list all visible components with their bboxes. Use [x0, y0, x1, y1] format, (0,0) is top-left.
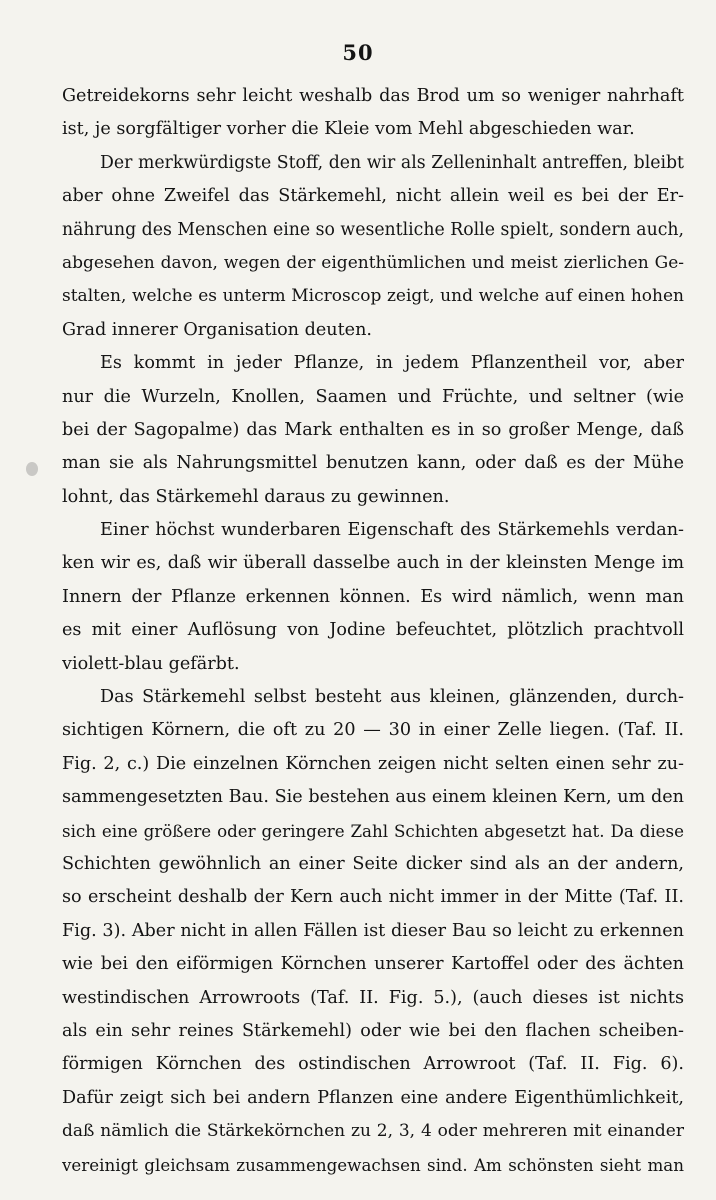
text-line: Getreidekorns sehr leicht weshalb das Brod um so weniger nahrhaft [62, 86, 684, 106]
text-line: sichtigen Körnern, die oft zu 20 — 30 in einer Zelle liegen. (Taf. II. [62, 720, 684, 741]
body-text [62, 80, 684, 1182]
text-line: Grad innerer Organisation deuten. [62, 319, 373, 340]
text-line: daß nämlich die Stärkekörnchen zu 2, 3, 4 oder mehreren mit einander [62, 1121, 684, 1142]
text-line: stalten, welche es unterm Microscop zeigt, und welche auf einen hohen [62, 286, 684, 307]
text-line: nährung des Menschen eine so wesentliche Rolle spielt, sondern auch, [62, 219, 684, 240]
paper-speck [26, 462, 38, 476]
text-line: Das Stärkemehl selbst besteht aus kleinen, glänzenden, durch- [100, 687, 684, 708]
text-line: Einer höchst wunderbaren Eigenschaft des Stärkemehls verdan- [100, 520, 684, 541]
text-line: ken wir es, daß wir überall dasselbe auch in der kleinsten Menge im [62, 553, 684, 574]
text-line: westindischen Arrowroots (Taf. II. Fig. 5.), (auch dieses ist nichts [62, 987, 684, 1008]
text-line: Schichten gewöhnlich an einer Seite dicker sind als an der andern, [62, 853, 684, 874]
text-line: aber ohne Zweifel das Stärkemehl, nicht allein weil es bei der Er- [62, 186, 684, 207]
text-line: so erscheint deshalb der Kern auch nicht immer in der Mitte (Taf. II. [62, 887, 684, 908]
text-line: Dafür zeigt sich bei andern Pflanzen eine andere Eigenthümlichkeit, [62, 1087, 684, 1108]
page-number: 50 [342, 40, 374, 65]
text-line: es mit einer Auflösung von Jodine befeuchtet, plötzlich prachtvoll [62, 620, 684, 641]
text-line: Es kommt in jeder Pflanze, in jedem Pflanzentheil vor, aber [100, 353, 684, 374]
text-line: wie bei den eiförmigen Körnchen unserer Kartoffel oder des ächten [62, 954, 684, 975]
text-line: bei der Sagopalme) das Mark enthalten es in so großer Menge, daß [62, 419, 684, 440]
text-line: Fig. 2, c.) Die einzelnen Körnchen zeigen nicht selten einen sehr zu- [62, 753, 684, 774]
text-line: violett-blau gefärbt. [62, 653, 240, 674]
text-line: lohnt, das Stärkemehl daraus zu gewinnen. [62, 486, 450, 507]
text-line: ist, je sorgfältiger vorher die Kleie vom Mehl abgeschieden war. [62, 119, 635, 140]
text-line: vereinigt gleichsam zusammengewachsen sind. Am schönsten sieht man [62, 1154, 684, 1175]
text-line: man sie als Nahrungsmittel benutzen kann, oder daß es der Mühe [62, 453, 684, 474]
text-line: Fig. 3). Aber nicht in allen Fällen ist dieser Bau so leicht zu erkennen [62, 920, 684, 941]
text-line: abgesehen davon, wegen der eigenthümlichen und meist zierlichen Ge- [62, 252, 684, 273]
text-line: Innern der Pflanze erkennen können. Es wird nämlich, wenn man [62, 586, 684, 607]
text-line: Der merkwürdigste Stoff, den wir als Zelleninhalt antreffen, bleibt [100, 152, 684, 173]
text-line: nur die Wurzeln, Knollen, Saamen und Früchte, und seltner (wie [62, 386, 684, 407]
text-line: förmigen Körnchen des ostindischen Arrowroot (Taf. II. Fig. 6). [62, 1054, 684, 1075]
text-line: als ein sehr reines Stärkemehl) oder wie bei den flachen scheiben- [62, 1020, 684, 1041]
text-line: sich eine größere oder geringere Zahl Schichten abgesetzt hat. Da diese [62, 820, 684, 841]
text-line: sammengesetzten Bau. Sie bestehen aus einem kleinen Kern, um den [62, 787, 684, 808]
